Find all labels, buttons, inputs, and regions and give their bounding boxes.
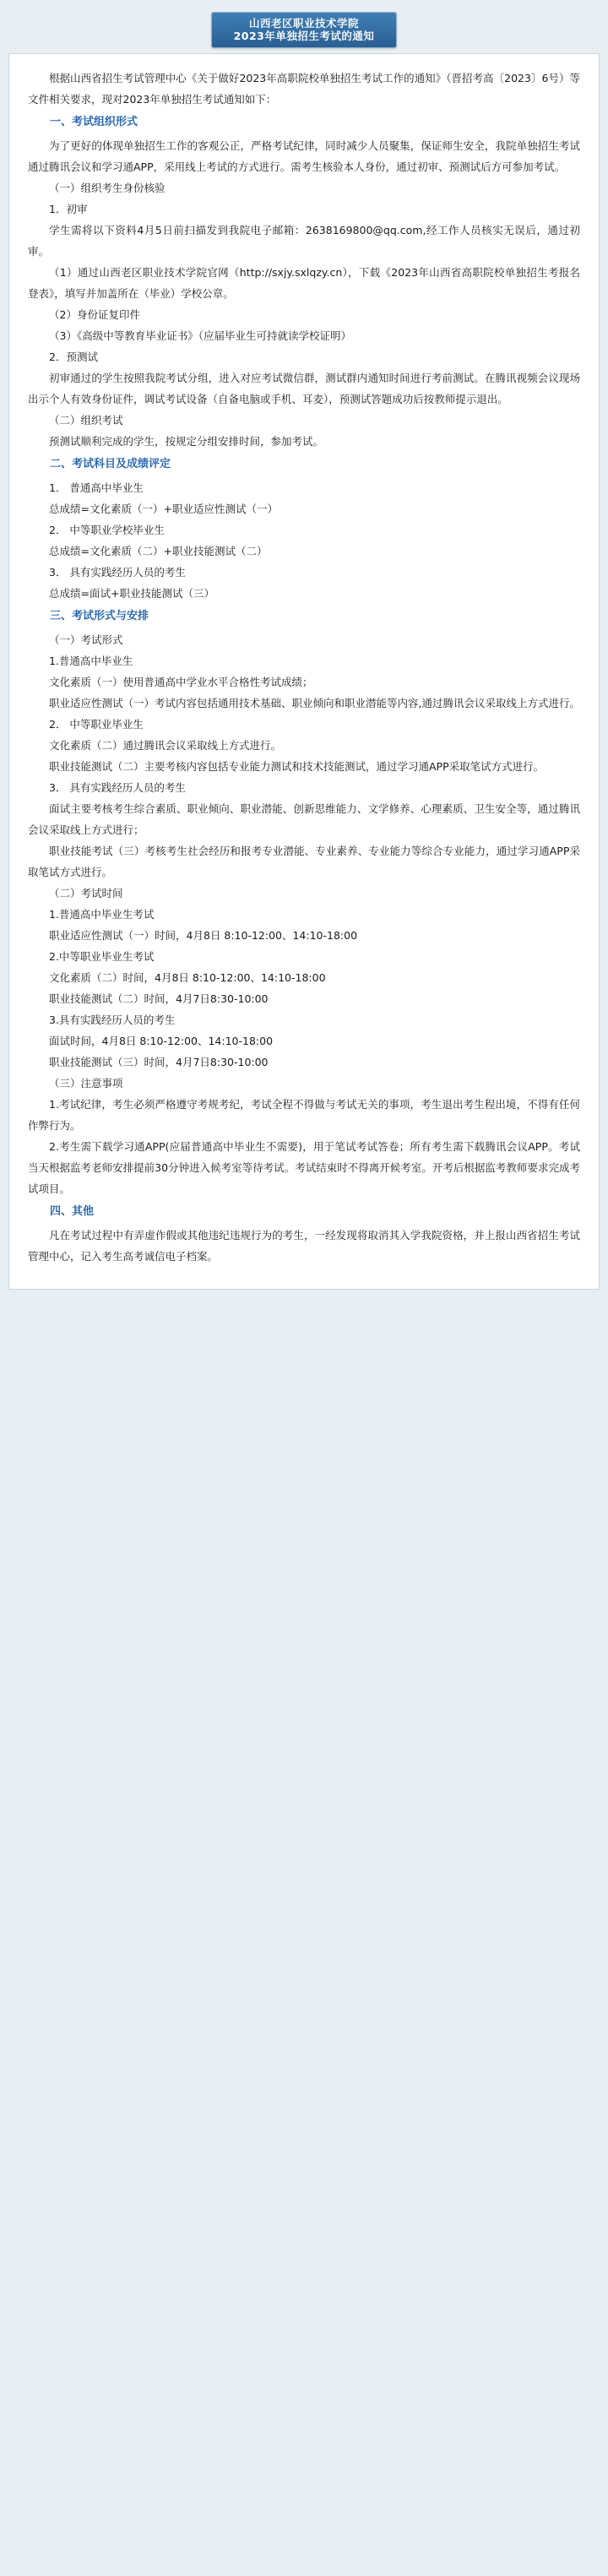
section-heading-3: 三、考试形式与安排 bbox=[50, 610, 149, 622]
paragraph: 文化素质（二）通过腾讯会议采取线上方式进行。 bbox=[49, 739, 282, 752]
paragraph: 1.普通高中毕业生 bbox=[49, 655, 133, 667]
paragraph: 总成绩=面试+职业技能测试（三） bbox=[49, 587, 214, 600]
paragraph: （1）通过山西老区职业技术学院官网（http://sxjy.sxlqzy.cn），下载《2023年山西省高职院校单独招生考报名登表》，填写并加盖所在（毕业）学校公章。 bbox=[28, 266, 580, 300]
paragraph: 预测试顺利完成的学生，按规定分组安排时间，参加考试。 bbox=[49, 435, 324, 448]
paragraph: （3）《高级中等教育毕业证书》（应届毕业生可持就读学校证明） bbox=[49, 329, 351, 342]
document-body bbox=[8, 53, 600, 1290]
paragraph: （一）组织考生身份核验 bbox=[49, 182, 166, 194]
paragraph: 面试主要考核考生综合素质、职业倾向、职业潜能、创新思维能力、文学修养、心理素质、卫生安全等，通过腾讯会议采取线上方式进行； bbox=[28, 802, 580, 836]
paragraph: 3． 具有实践经历人员的考生 bbox=[49, 566, 186, 579]
paragraph: 为了更好的体现单独招生工作的客观公正，严格考试纪律，同时减少人员聚集，保证师生安全，我院单独招生考试通过腾讯会议和学习通APP，采用线上考试的方式进行。需考生核验本人身份，通过初审、预测试后方可参加考试。 bbox=[28, 139, 580, 173]
paragraph: 职业技能测试（二）时间，4月7日8:30-10:00 bbox=[49, 992, 269, 1005]
paragraph: 3． 具有实践经历人员的考生 bbox=[49, 781, 186, 794]
section-heading-2: 二、考试科目及成绩评定 bbox=[50, 458, 171, 470]
paragraph: 凡在考试过程中有弄虚作假或其他违纪违规行为的考生，一经发现将取消其入学我院资格，并上报山西省招生考试管理中心，记入考生高考诚信电子档案。 bbox=[28, 1229, 580, 1263]
paragraph: 文化素质（二）时间，4月8日 8:10-12:00、14:10-18:00 bbox=[49, 971, 326, 984]
section-heading-4: 四、其他 bbox=[50, 1205, 95, 1218]
paragraph: 职业技能测试（二）主要考核内容包括专业能力测试和技术技能测试，通过学习通APP采取笔试方式进行。 bbox=[49, 760, 545, 773]
paragraph: 1.普通高中毕业生考试 bbox=[49, 908, 155, 921]
section-heading-1: 一、考试组织形式 bbox=[50, 116, 138, 128]
banner-container bbox=[0, 0, 608, 53]
paragraph: 2.中等职业毕业生考试 bbox=[49, 950, 155, 963]
paragraph: 2． 中等职业学校毕业生 bbox=[49, 524, 165, 536]
paragraph: 职业技能测试（三）时间，4月7日8:30-10:00 bbox=[49, 1056, 269, 1068]
paragraph: 2．预测试 bbox=[49, 351, 98, 363]
paragraph: （二）组织考试 bbox=[49, 414, 123, 427]
paragraph: 面试时间，4月8日 8:10-12:00、14:10-18:00 bbox=[49, 1035, 274, 1047]
paragraph: 3.具有实践经历人员的考生 bbox=[49, 1014, 176, 1026]
paragraph: 总成绩=文化素质（二）+职业技能测试（二） bbox=[49, 545, 268, 557]
paragraph: 职业技能考试（三）考核考生社会经历和报考专业潜能、专业素养、专业能力等综合专业能力，通过学习通APP采取笔试方式进行。 bbox=[28, 845, 580, 878]
paragraph: 学生需将以下资料4月5日前扫描发到我院电子邮箱：2638169800@qq.com,经工作人员核实无误后，通过初审。 bbox=[28, 224, 580, 258]
paragraph: 职业适应性测试（一）考试内容包括通用技术基础、职业倾向和职业潜能等内容,通过腾讯会议采取线上方式进行。 bbox=[49, 697, 580, 709]
paragraph: 总成绩=文化素质（一）+职业适应性测试（一） bbox=[49, 503, 278, 515]
paragraph: 职业适应性测试（一）时间，4月8日 8:10-12:00、14:10-18:00 bbox=[49, 929, 358, 942]
paragraph: 2． 中等职业毕业生 bbox=[49, 718, 144, 731]
banner-line-subject: 2023年单独招生考试的通知 bbox=[233, 30, 375, 42]
paragraph: 初审通过的学生按照我院考试分组，进入对应考试微信群，测试群内通知时间进行考前测试。在腾讯视频会议现场出示个人有效身份证件，调试考试设备（自备电脑或手机、耳麦），预测试答题成功后按教师提示退出。 bbox=[28, 372, 580, 405]
paragraph: （三）注意事项 bbox=[49, 1077, 123, 1090]
paragraph: 1． 普通高中毕业生 bbox=[49, 481, 144, 494]
paragraph: 1．初审 bbox=[49, 203, 88, 215]
paragraph: 2.考生需下载学习通APP(应届普通高中毕业生不需要)，用于笔试考试答卷；所有考生需下载腾讯会议APP。考试当天根据监考老师安排提前30分钟进入候考室等待考试。考试结束时不得离开候考室。开考后根据监考教师要求完成考试项目。 bbox=[28, 1140, 580, 1195]
document-title-banner bbox=[211, 12, 398, 48]
paragraph: 1.考试纪律，考生必须严格遵守考规考纪，考试全程不得做与考试无关的事项，考生退出考生程出境，不得有任何作弊行为。 bbox=[28, 1098, 580, 1132]
paragraph: 文化素质（一）使用普通高中学业水平合格性考试成绩； bbox=[49, 676, 313, 688]
paragraph: （一）考试形式 bbox=[49, 633, 123, 646]
intro-paragraph: 根据山西省招生考试管理中心《关于做好2023年高职院校单独招生考试工作的通知》（晋招考高〔2023〕6号）等文件相关要求，现对2023年单独招生考试通知如下： bbox=[28, 72, 580, 106]
banner-line-institution: 山西老区职业技术学院 bbox=[248, 17, 359, 30]
paragraph: （二）考试时间 bbox=[49, 887, 123, 899]
paragraph: （2）身份证复印件 bbox=[49, 308, 140, 321]
